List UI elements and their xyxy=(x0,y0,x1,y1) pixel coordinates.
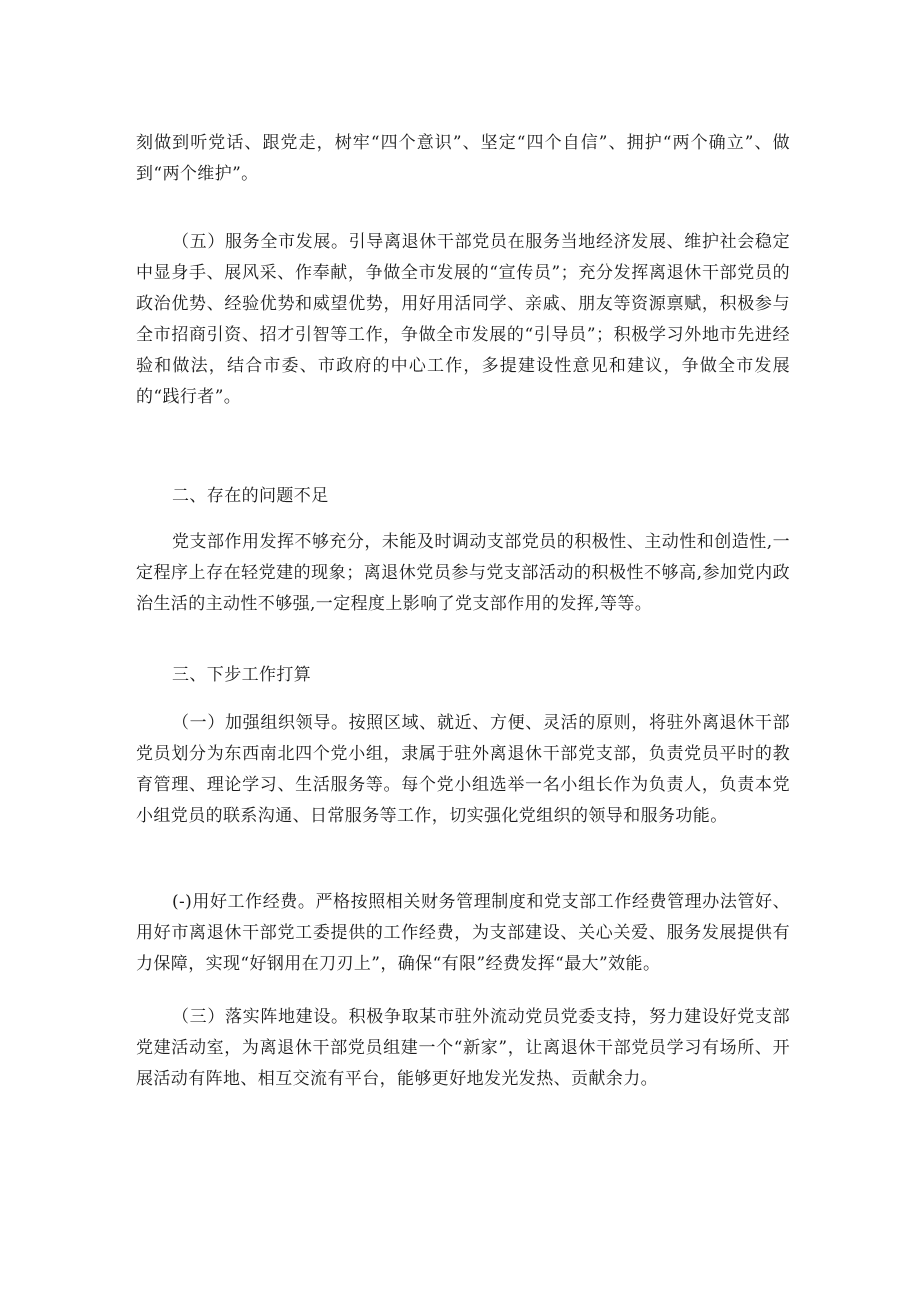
section-heading-next-steps: 三、下步工作打算 xyxy=(172,665,312,685)
paragraph-position-construction: （三）落实阵地建设。积极争取某市驻外流动党员党委支持，努力建设好党支部党建活动室，为离退休干部党员组建一个“新家”，让离退休干部党员学习有场所、开展活动有阵地、相互交流有平台，能够更好地发光发热、贡献余力。 xyxy=(136,1007,790,1089)
paragraph-continuation: 刻做到听党话、跟党走，树牢“四个意识”、坚定“四个自信”、拥护“两个确立”、做到“两个维护”。 xyxy=(136,133,790,184)
paragraph-organization-leadership: （一）加强组织领导。按照区域、就近、方便、灵活的原则，将驻外离退休干部党员划分为东西南北四个党小组，隶属于驻外离退休干部党支部，负责党员平时的教育管理、理论学习、生活服务等。每个党小组选举一名小组长作为负责人，负责本党小组党员的联系沟通、日常服务等工作，切实强化党组织的领导和服务功能。 xyxy=(136,713,790,826)
paragraph-serve-city-development: （五）服务全市发展。引导离退休干部党员在服务当地经济发展、维护社会稳定中显身手、展风采、作奉献，争做全市发展的“宣传员”；充分发挥离退休干部党员的政治优势、经验优势和威望优势，用好用活同学、亲戚、朋友等资源禀赋，积极参与全市招商引资、招才引智等工作，争做全市发展的“引导员”；积极学习外地市先进经验和做法，结合市委、市政府的中心工作，多提建设性意见和建议，争做全市发展的“践行者”。 xyxy=(136,232,790,407)
paragraph-work-funds: (-)用好工作经费。严格按照相关财务管理制度和党支部工作经费管理办法管好、用好市离退休干部党工委提供的工作经费，为支部建设、关心关爱、服务发展提供有力保障，实现“好钢用在刀刃上”，确保“有限”经费发挥“最大”效能。 xyxy=(136,892,790,974)
section-heading-problems: 二、存在的问题不足 xyxy=(172,486,329,506)
paragraph-problems: 党支部作用发挥不够充分，未能及时调动支部党员的积极性、主动性和创造性,一定程序上存在轻党建的现象；离退休党员参与党支部活动的积极性不够高,参加党内政治生活的主动性不够强,一定程度上影响了党支部作用的发挥,等等。 xyxy=(136,532,790,614)
